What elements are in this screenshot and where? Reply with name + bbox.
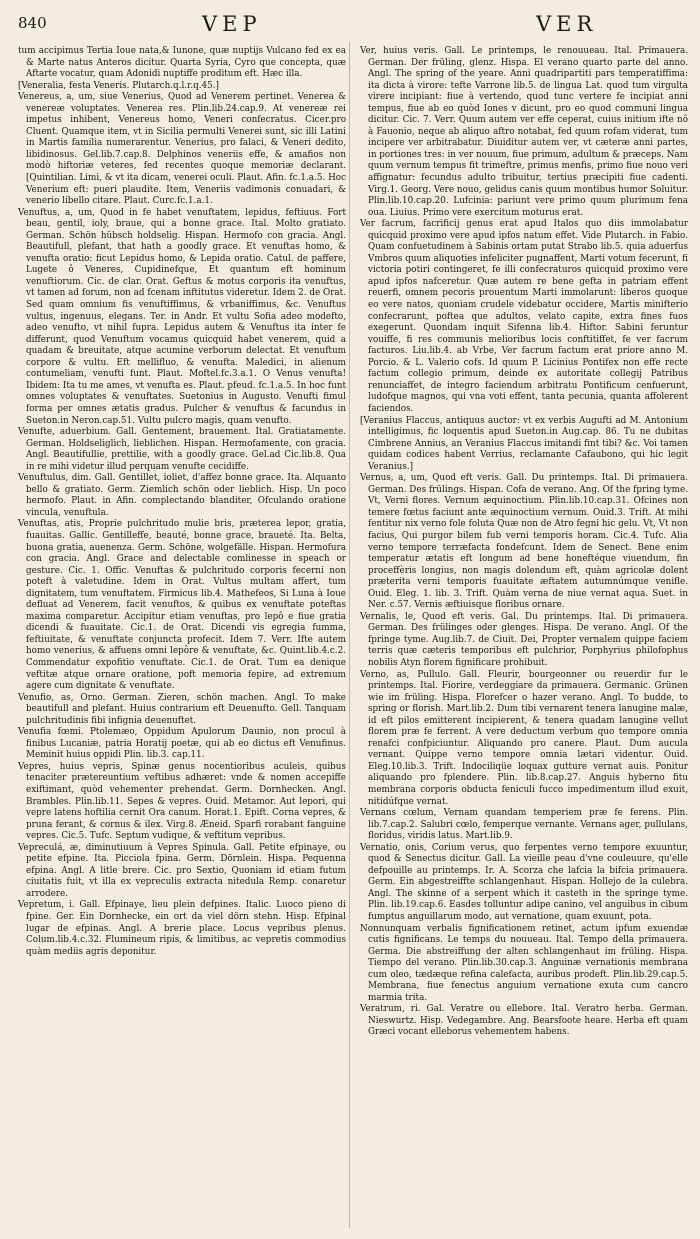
entry-vernus: Vernus, a, um, Quod eft veris. Gall. Du printemps. Ital. Di primauera. German. Des frülings. Hispan. Cofa de verano. Ang. Of the fpring tyme. Vt, Verni flores. Vernum æquinoctium. Plin.lib.10.cap.31. Ofcines non temere fœtus faciunt ante æquinoctium vernum. Ouid.3. Trift. At mihi fentitur nix verno fole foluta Quæ non de Atro fegni hic gelu. Vt, Vt non facius, Qui purgor bilem fub verni temporis horam. Cic.4. Tufc. Alia verno tempore terræfacta fondefcunt. Idem de Senect. Bene enim temperatur ætatis eft longum ad bene honeftéque viuendum, fin proceffèris longius, non magis dolendum eft, quàm agricolæ dolent præterita verni temporis fuauitate æftatem autumnúmque venifle. Ouid. Eleg. 1. lib. 3. Trift. Quàm verna de niue vernat aqua. Suet. in Ner. c.57. Vernis æftiuisque floribus ornare.	[360, 473, 688, 611]
right-column	[360, 46, 688, 1231]
running-headword-left: VEP	[202, 12, 262, 36]
column-divider	[349, 42, 350, 1228]
entry-venustulus: Venuftulus, dim. Gall. Gentillet, ioliet, d'affez bonne grace. Ita. Alquanto bello & gratiato. Germ. Ziemlich schön oder lieblich. Hisp. Un poco hermofo. Plaut. in Afin. complectando blanditer, Ofculando oratione vincula, venuftula.	[18, 473, 346, 518]
entry-verno: Verno, as, Pullulo. Gall. Fleurir, bourgeonner ou reuerdir fur le printemps. Ital. Fiorire, verdeggiare da primauera. Germanic. Grünen wie im früling. Hispa. Florefcer o hazer verano. Angl. To budde, to spring or florish. Mart.lib.2. Dum tibi vernarent tenera lanugine malæ, id eft pilos emitterent incipierent, & tenera quadam lanugine vellut florem præ fe ferrent. A vere deductum verbum quo tempore omnia renafci confpiciuntur. Aliquando pro canere. Plaut. Dum aucula vernant. Quippe verno tempore omnia lætari videntur. Ouid. Eleg.10.lib.3. Trift. Indociliqüe loquax gutture vernat auis. Ponitur aliquando pro fplendere. Plin. lib.8.cap.27. Anguis hyberno fitu membrana corporis obducta feniculi fucco impedimentum illud exuit, nitidúfque vernat.	[360, 669, 688, 807]
left-column	[18, 46, 346, 1231]
entry-venustus: Venuftus, a, um, Quod in fe habet venuftatem, lepidus, feftiuus. Fort beau, gentil, ioly, braue, qui a bonne grace. Ital. Molto gratiato. German. Schön hübsch holdselig. Hispan. Hermofo con gracia. Angl. Beautifull, plefant, that hath a goodly grace. Et venuftas homo, & venufta oratio: ficut Lepidus homo, & Lepida oratio. Catul. de paffere, Lugete ô Veneres, Cupidinefque, Et quantum eft hominum venuftiorum. Cic. de clar. Orat. Geftus & motus corporis ita venuftus, vt tamen ad forum, non ad fcenam inftitutus videretur. Idem 2. de Orat. Sed quam omnium fis venuftiffimus, & vrbaniffimus, &c. Venuftus vultus, ingenuus, elegans. Ter. in Andr. Et vultu Sofia adeo modefto, adeo venufto, vt nihil fupra. Lepidus autem & Venuftus ita inter fe differunt, quod Venuftum vocamus quicquid habet venerem, quid a quadam & breuitate, atque acumine verborum delectat. Et venuftum corpore & vultu. Eft mellifluo, & venufta. Maledici, in alienum contumeliam, venufti funt. Plaut. Moftel.fc.3.a.1. O Venus venufta! Ibidem: Ita tu me ames, vt venufta es. Plaut. pfeud. fc.1.a.5. In hoc funt omnes voluptates & venuftates. Suetonius in Augusto. Venufti fimul forma per omnes ætatis gradus. Pulcher & venuftus & facundus in Sueton.in Neron.cap.51. Vultu pulcro magis, quam venufto.	[18, 207, 346, 426]
entry-vepretum: Vepretum, i. Gall. Efpinaye, lieu plein defpines. Italic. Luoco pieno di fpine. Ger. Ein Dornhecke, ein ort da viel dörn stehn. Hisp. Efpinal lugar de efpinas. Angl. A brerie place. Locus vepribus plenus. Colum.lib.4.c.32. Flumineum ripis, & limitibus, ac vepretis commodius quàm mediis agris deponitur.	[18, 900, 346, 957]
entry-veranius-flaccus: [Veranius Flaccus, antiquus auctor: vt ex verbis Augufti ad M. Antonium intelligimus, fic loquentis apud Sueton.in Aug.cap. 86. Tu ne dubitas Cimbrene Annius, an Veranius Flaccus imitandi fint tibi? &c. Voi tamen quidam codices habent Verrius, reclamante Cafaubono, qui hic legit Veranius.]	[360, 415, 688, 472]
entry-vepres: Vepres, huius vepris, Spinæ genus nocentioribus aculeis, quibus tenaciter prætereuntium veftibus adhæret: vnde & nomen accepiffe exiftimant, quòd vehementer prehendat. Germ. Dornhecken. Angl. Brambles. Plin.lib.11. Sepes & vepres. Ouid. Metamor. Aut lepori, qui vepre latens hoftilia cernit Ora canum. Horat.1. Epift. Corna vepres, & pruna ferant, & cornus & ilex. Virg.8. Æneid. Sparfi rorabant fanguine vepres. Cic.5. Tufc. Septum vudique, & veftitum vepribus.	[18, 761, 346, 842]
entry-ver-sacrum: Ver facrum, facrificij genus erat apud Italos quo diis immolabatur quicquid proximo vere apud ipfos natum effet. Vide Plutarch. in Fabio. Quam confuetudinem à Sabinis ortam putat Strabo lib.5. quia aduerfus Vmbros quum aliquoties infeliciter pugnaffent, Marti votum fecerunt, fi victoria potiri contingeret, fe illi confecraturos quicquid proximo vere apud ipfos nafceretur. Quæ autem re bene gefta in patriam effent reuerfi, omnem pecoris prouentum Marti immolarunt: liberos quoque eo vere natos, quoniam crudele videbatur occidere, Martis minifterio confecrarunt, poftea que adultos, velato capite, extra fines fuos exegerunt. Quondam inquit Sifenna lib.4. Hiftor. Sabini feruntur vouiffe, fi res communis melioribus locis conftitiffet, fe ver facrum facturos. Liu.lib.4. ab Vrbe, Ver facrum factum erat priore anno M. Porcio. & L. Valerio cofs. Id quum P. Licinius Pontifex non effe recte factum collegio primum, deinde ex autoritate collegij Patribus renunciaffet, de integro faciendum arbitratu Pontificum cenfuerunt, ludofque magnos, qui vna voti effent, tanta pecunia, quanta affolerent faciendos.	[360, 219, 688, 414]
page-header	[18, 12, 682, 42]
running-headword-right: VER	[536, 12, 598, 36]
entry-venus-fourth: tum accipimus Tertia Ioue nata,& Iunone, quæ nuptijs Vulcano fed ex ea & Marte natus Anteros dicitur. Quarta Syria, Cyro que concepta, quæ Aftarte vocatur, quam Adonidi nuptiffe proditum eft. Hæc illa.	[18, 46, 346, 80]
entry-ver: Ver, huius veris. Gall. Le printemps, le renouueau. Ital. Primauera. German. Der früling, glenz. Hispa. El verano quarto parte del anno. Angl. The spring of the yeare. Anni quadripartiti pars temperatiffima: ita dicta à virore: tefte Varrone lib.5. de lingua Lat. quod tum virgulta virere incipiant: fiue à vertendo, quod tunc vertere fe incipiat anni tempus, fiue ab eo quòd Iones v dicunt, pro eo quod communi lingua dicitur. Cic. 7. Verr. Quum autem ver effe ceperat, cuius initium ifte nô à Fauonio, neque ab aliquo aftro notabat, fed quum rofam viderat, tum incipere ver arbitrabatur. Diuiditur autem ver, vt cæteræ anni partes, in portiones tres: in ver nouum, fiue primum, adultum & præceps. Nam quum vernum tempus fit trimeftre, primus menfis, primo fiue nouo veri affignatur: fecundus adulto tribuitur, tertius præcipiti fiue cadenti. Virg.1. Georg. Vere nouo, gelidus canis quum montibus humor Soluitur. Plin.lib.10.cap.20. Lufcinia: pariunt vere primo quum plurimum fena oua. Liuius. Primo vere exercitum moturus erat.	[360, 46, 688, 218]
entry-venusto: Venufio, as, Orno. German. Zieren, schön machen. Angl. To make beautifull and plefant. Huius contrarium eft Deuenufto. Gell. Tanquam pulchritudinis fibi infignia deuenuftet.	[18, 692, 346, 726]
entry-veneralia: [Veneralia, festa Veneris. Plutarch.q.l.r.q.45.]	[18, 80, 219, 91]
entry-vernalis: Vernalis, le, Quod eft veris. Gal. Du printemps. Ital. Di primauera. German. Des frülinges oder glenges. Hispa. De verano. Angl. Of the fpringe tyme. Aug.lib.7. de Ciuit. Dei, Propter vernalem quippe faciem terris quæ cæteris temporibus eft pulchrior, Porphyrius philofophus nobilis Atyn florem fignificare prohibuit.	[360, 611, 688, 668]
entry-venuste: Venufte, aduerbium. Gall. Gentement, brauement. Ital. Gratiatamente. German. Holdseliglich, lieblichen. Hispan. Hermofamente, con gracia. Angl. Beautifullie, prettilie, with a goodly grace. Gel.ad Cic.lib.8. Qua in re mihi videtur illud perquam venufte cecidiffe.	[18, 427, 346, 472]
entry-venusia: Venufia fœmi. Ptolemæo, Oppidum Apulorum Daunio, non procul à finibus Lucaniæ, patria Horatij poetæ, qui ab eo dictus eft Venufinus. Meminit huius oppidi Plin. lib.3. cap.11.	[18, 727, 346, 761]
entry-venustas: Venuftas, atis, Proprie pulchritudo mulie bris, præterea lepor, gratia, fuauitas. Gallic. Gentilleffe, beauté, bonne grace, braueté. Ita. Belta, buona gratia, auenenza. Germ. Schöne, wolgefälle. Hispan. Hermofura con gracia. Angl. Grace and delectable comlinesse in speach or gesture. Cic. 1. Offic. Venuftas & pulchritudo corporis fecerni non poteft à valetudine. Idem in Orat. Vultus multam affert, tum dignitatem, tum venuftatem. Firmicus lib.4. Mathefeos, Si Luna à Ioue defluat ad Venerem, facit venuftos, & quibus ex venuftate poteftas maxima comparetur. Accipitur etiam venuftas, pro lepô e fiue gratia dicendi & fuauitate. Cic.1. de Orat. Dicendi vis egregia fumma, feftiuitate, & venuftate conjuncta profecit. Idem 7. Verr. Ifte autem homo venerius, & affuens omni lepôre & venuftate, &c. Quint.lib.4.c.2. Commendatur expofitio venuftate. Cic.1. de Orat. Tum ea denique veftitæ atque ornare oratione, poft memoria fepire, ad extremum agere cum dignitate & venuftate.	[18, 519, 346, 692]
page-number: 840	[18, 14, 47, 32]
entry-vernans: Vernans cœlum, Vernam quandam temperiem præ fe ferens. Plin. lib.7.cap.2. Salubri cœlo, femperque vernante. Vernans ager, pullulans, floridus, viridis latus. Mart.lib.9.	[360, 808, 688, 842]
entry-venereus: Venereus, a, um, siue Venerius, Quod ad Venerem pertinet. Venerea & venereæ voluptates. Venerea res. Plin.lib.24.cap.9. At venereæ rei impetus inhibent, Venereus homo, Veneri confecratus. Cicer.pro Cluent. Quamque item, vt in Sicilia permulti Venerei sunt, sic illi Latini in Martis familia numerarentur. Venerius, pro falaci, & Veneri dedito, libidinosus. Gel.lib.7.cap.8. Delphinos veneriis effe, & amafios non modò hiftoriæ veteres, fed recentes quoque memoriæ declarant. [Quintilian. Limi, & vt ita dicam, venerei oculi. Plaut. Afin. fc.1.a.5. Hoc Venerium eft: pueri plaudite. Item, Veneriis vadimonis conuadari, & venerio libello citare. Plaut. Curc.fc.1.a.1.	[18, 92, 346, 207]
entry-veprecula: Vepreculá, æ, diminutiuum à Vepres Spinula. Gall. Petite efpinaye, ou petite efpine. Ita. Picciola fpina. Germ. Dörnlein. Hispa. Pequenna efpina. Angl. A litle brere. Cic. pro Sextio, Quoniam id etiam futum ciuitatis fuit, vt illa ex vepreculis extracta nitedula Remp. conaretur arrodere.	[18, 842, 346, 899]
entry-vernatio-verbal: Nonnunquam verbalis fignificationem retinet, actum ipfum exuendæ cutis fignificans. Le temps du nouueau. Ital. Tempo della primauera. Germa. Die abstreiffung der alten schlangenhaut im früling. Hispa. Tiempo del verano. Plin.lib.30.cap.3. Anguinæ vernationis membrana cum oleo, tædæque refina calefacta, auribus prodeft. Plin.lib.29.cap.5. Membrana, fiue fenectus anguium vernatione exuta cum cancro marmia trita.	[360, 923, 688, 1003]
entry-vernatio: Vernatio, onis, Corium verus, quo ferpentes verno tempore exuuntur, quod & Senectus dicitur. Gall. La vieille peau d'vne couleuure, qu'elle defpouille au printemps. Ir. A. Scorza che lafcia la bifcia primauera. Germ. Ein abgestreiffte schlangenhaut. Hispan. Hollejo de la culebra. Angl. The skinne of a serpent which it casteth in the springe tyme. Plin. lib.19.cap.6. Easdes tolluntur adipe canino, vel anguibus in cibum fumptus anguillarum modo, aut vernatione, quam exuunt, pota.	[360, 842, 688, 923]
entry-veratrum: Veratrum, ri. Gal. Veratre ou ellebore. Ital. Veratro herba. German. Nieswurtz. Hisp. Vedegambre. Ang. Bearsfoote heare. Herba eft quam Græci vocant elleborus vehementem habens.	[360, 1004, 688, 1038]
